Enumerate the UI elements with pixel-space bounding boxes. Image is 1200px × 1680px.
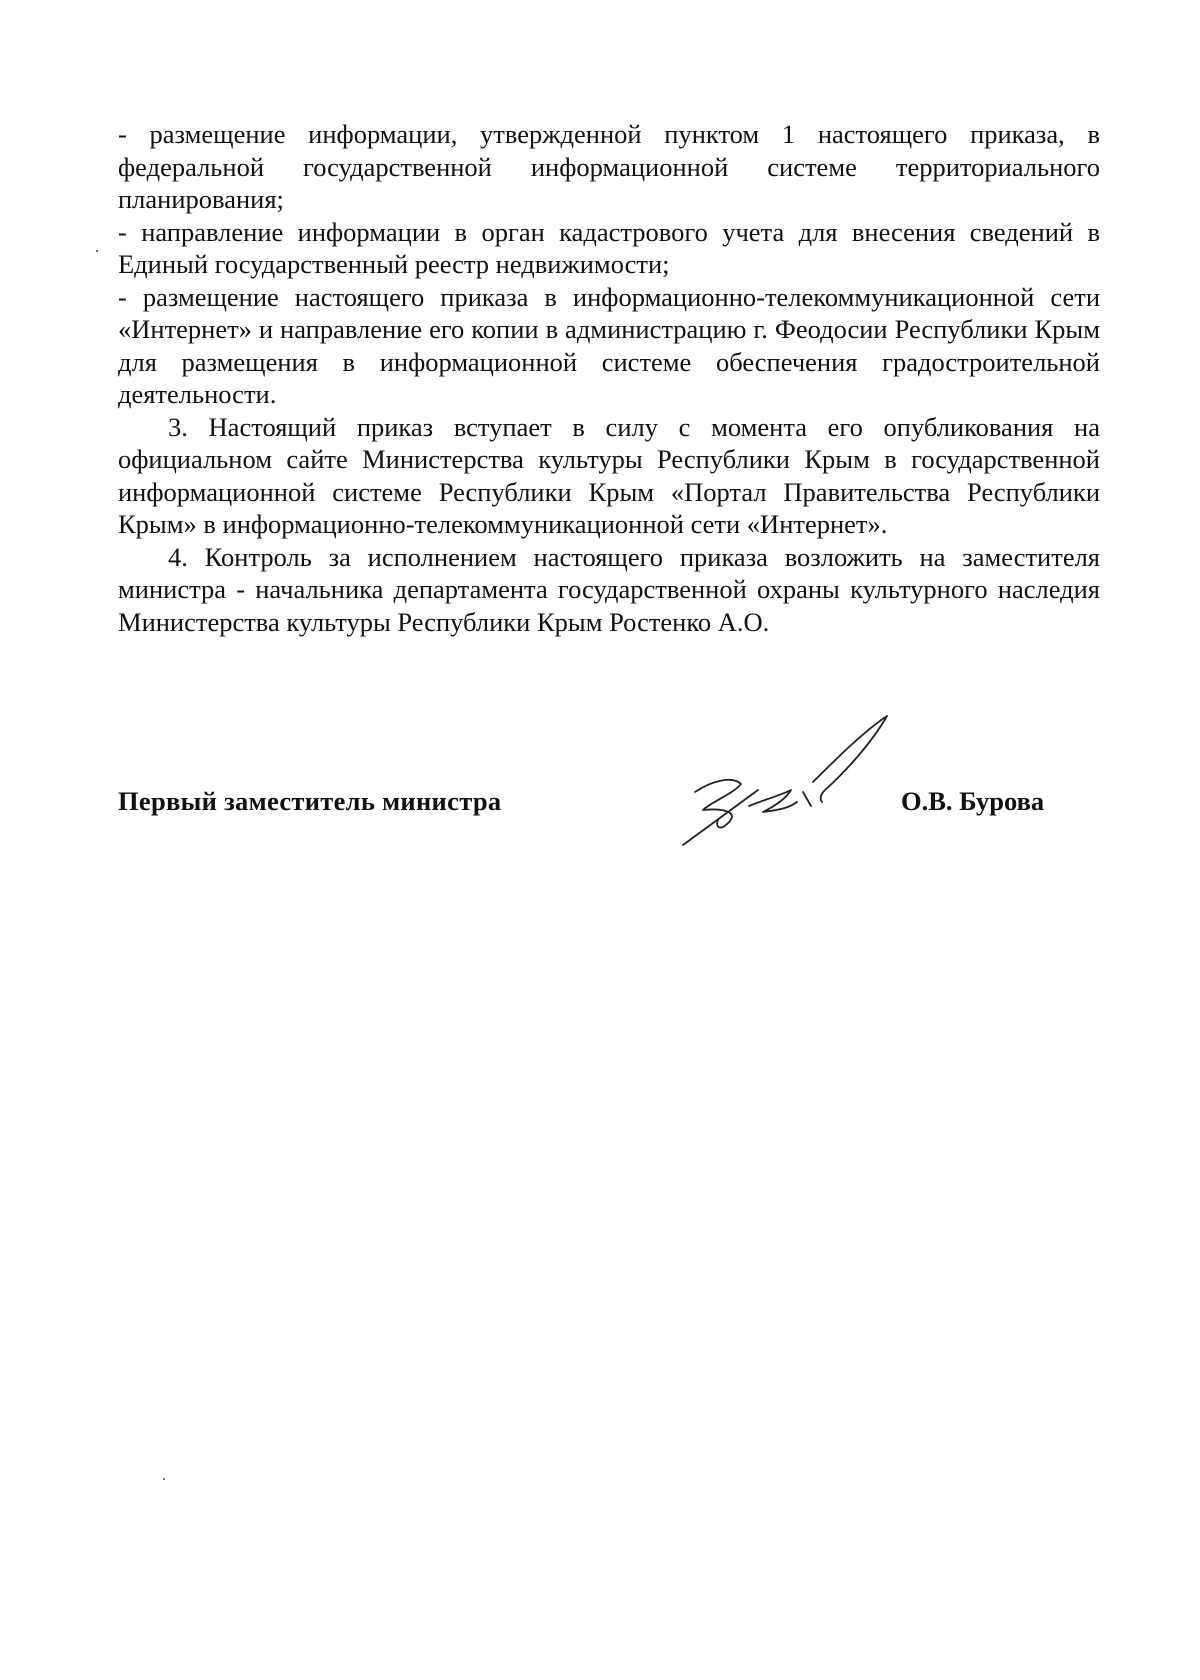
- handwritten-signature: [663, 710, 893, 850]
- bullet-paragraph: - направление информации в орган кадастрового учета для внесения сведений в Единый государственный реестр недвижимости;: [118, 216, 1100, 279]
- document-body: [118, 118, 1100, 638]
- numbered-paragraph-4: 4. Контроль за исполнением настоящего приказа возложить на заместителя министра - начальника департамента государственной охраны культурного наследия Министерства культуры Республики Крым Ростенко А.О.: [118, 541, 1100, 637]
- signatory-position: Первый заместитель министра: [118, 786, 502, 816]
- scan-speck: [163, 1478, 165, 1480]
- bullet-paragraph: - размещение информации, утвержденной пунктом 1 настоящего приказа, в федеральной государственной информационной системе территориального планирования;: [118, 119, 1100, 214]
- bullet-paragraph: - размещение настоящего приказа в информационно-телекоммуникационной сети «Интернет» и направление его копии в администрацию г. Феодосии Республики Крым для размещения в информационной системе обеспечения градостроительной деятельности.: [118, 281, 1100, 409]
- signature-block: [118, 770, 1100, 860]
- numbered-paragraph-3: 3. Настоящий приказ вступает в силу с момента его опубликования на официальном сайте Министерства культуры Республики Крым в государственной информационной системе Республики Крым «Портал Правительства Республики Крым» в информационно-телекоммуникационной сети «Интернет».: [118, 411, 1100, 539]
- scan-speck: [96, 250, 98, 252]
- signatory-name: О.В. Бурова: [901, 786, 1045, 816]
